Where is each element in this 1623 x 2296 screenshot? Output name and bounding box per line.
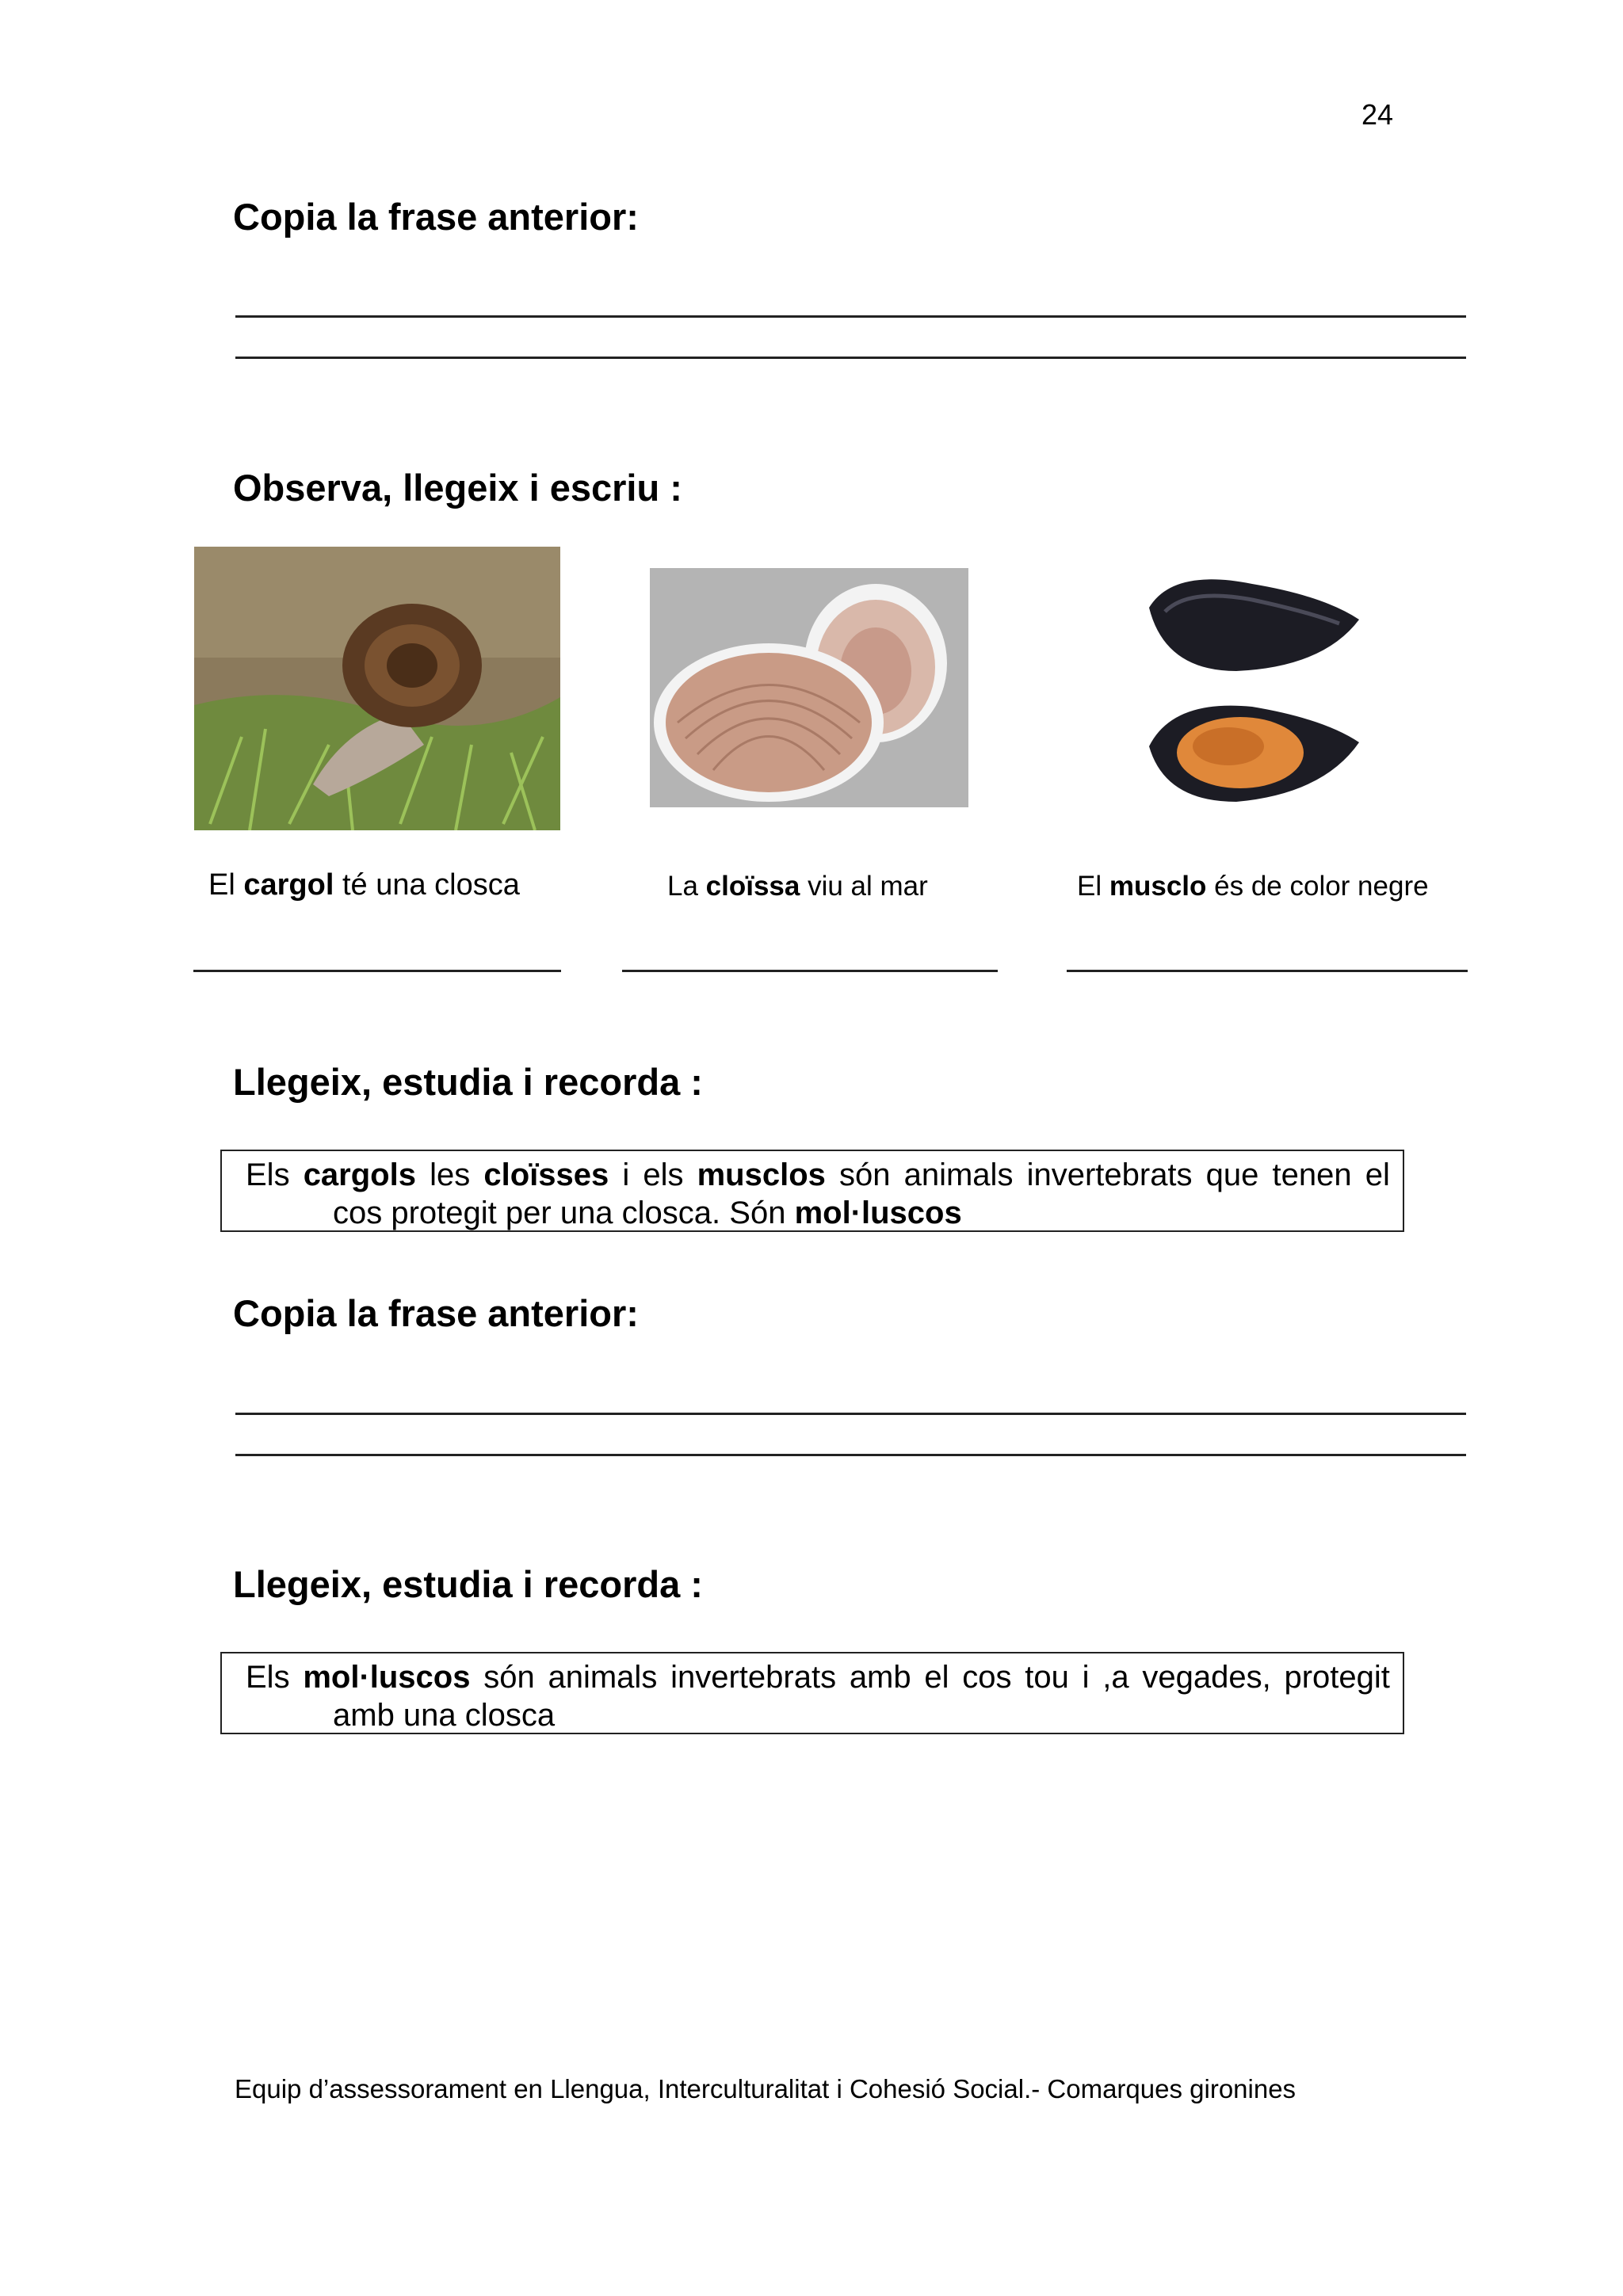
clam-photo-icon: [650, 568, 968, 807]
heading-read-study-remember-2: Llegeix, estudia i recorda :: [233, 1563, 703, 1605]
caption-snail: El cargol té una closca: [208, 868, 520, 902]
writing-line: [193, 970, 561, 972]
info-box-mollusc-definition: [220, 1652, 1404, 1734]
info-box-line-2: cos protegit per una closca. Són mol·luscos: [333, 1196, 962, 1230]
heading-observe-read-write: Observa, llegeix i escriu :: [233, 467, 682, 509]
info-box-line-1: Els mol·luscos són animals invertebrats amb el cos tou i ,a vegades, protegit: [246, 1660, 1390, 1695]
writing-line: [235, 1454, 1466, 1456]
footer-credit: Equip d’assessorament en Llengua, Interculturalitat i Cohesió Social.- Comarques gironines: [235, 2074, 1296, 2103]
writing-line: [1067, 970, 1468, 972]
info-box-line-2: amb una closca: [333, 1698, 556, 1733]
heading-read-study-remember-1: Llegeix, estudia i recorda :: [233, 1061, 703, 1103]
heading-copy-sentence-2: Copia la frase anterior:: [233, 1292, 639, 1334]
writing-line: [622, 970, 998, 972]
heading-copy-sentence-1: Copia la frase anterior:: [233, 196, 639, 238]
caption-mussel: El musclo és de color negre: [1077, 871, 1429, 902]
mussel-photo-icon: [1141, 564, 1369, 810]
page-number: 24: [1361, 98, 1394, 131]
caption-clam: La cloïssa viu al mar: [667, 871, 928, 902]
writing-line: [235, 1413, 1466, 1415]
snail-photo-icon: [194, 547, 560, 830]
writing-line: [235, 315, 1466, 318]
info-box-line-1: Els cargols les cloïsses i els musclos són animals invertebrats que tenen el: [246, 1158, 1390, 1192]
info-box-molluscs: [220, 1150, 1404, 1232]
writing-line: [235, 357, 1466, 359]
